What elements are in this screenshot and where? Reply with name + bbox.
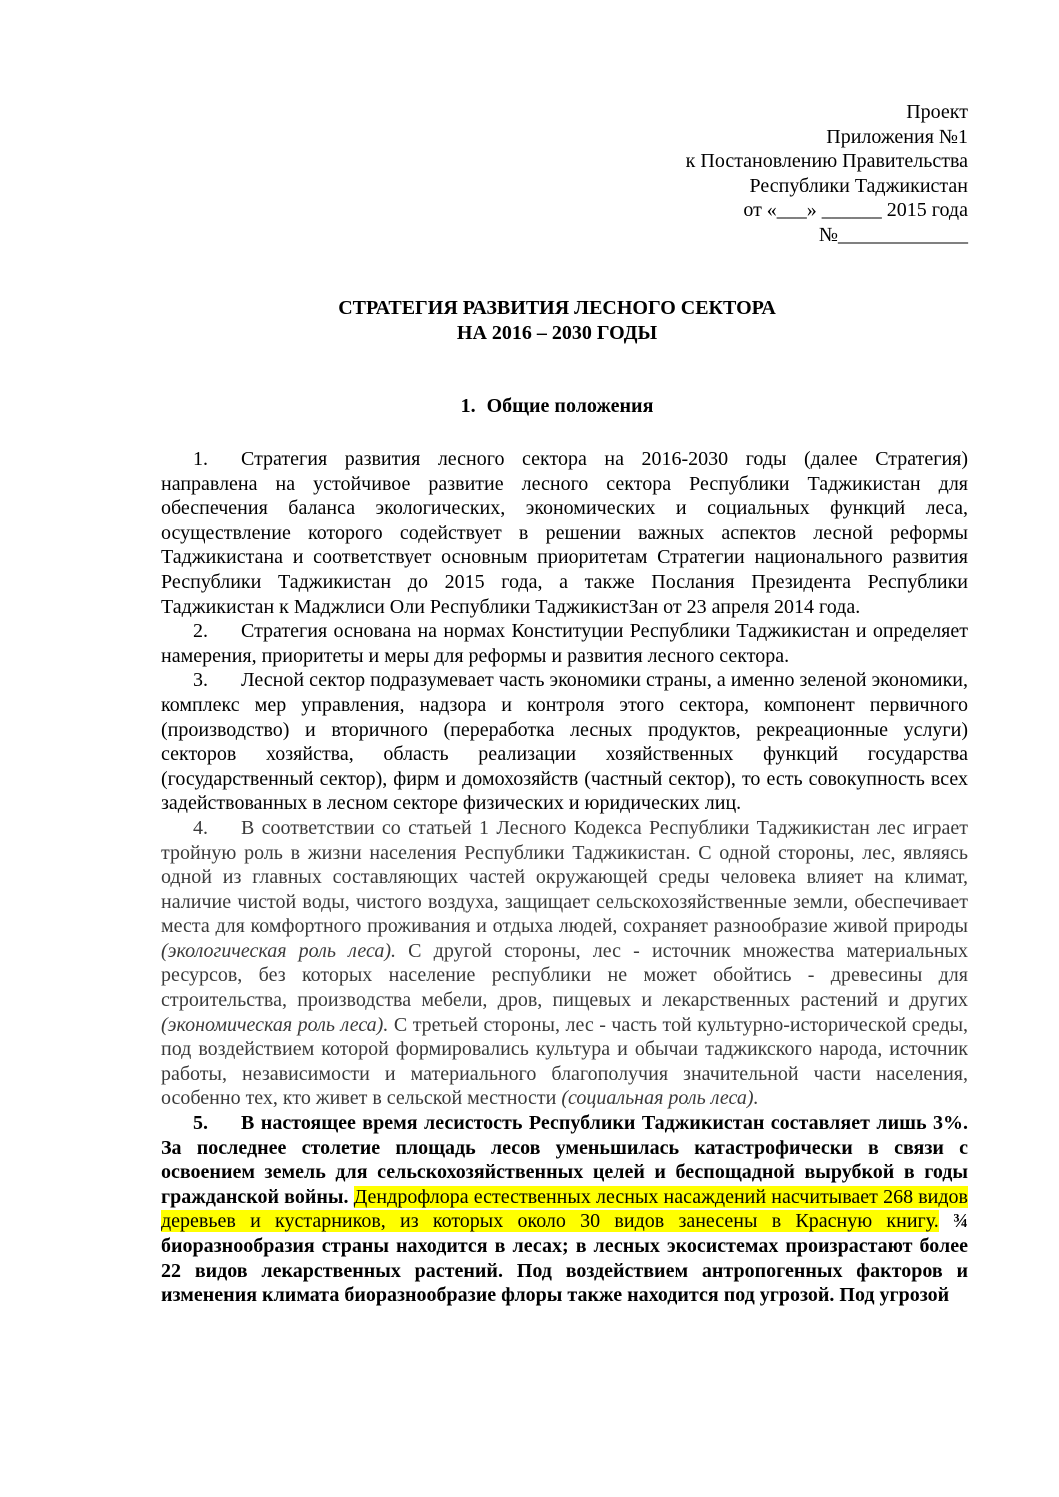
paragraph-text: ¾ биоразнообразия страны находится в лесах; в лесных экосистемах произрастают более 22 видов лекарственных растений. Под воздействием антропогенных факторов и изменения климата биоразнообразие флоры также находится под угрозой. Под угрозой [161,1210,968,1307]
section-heading [0,394,1059,419]
paragraph-5 [161,1111,968,1308]
header-resolution: к Постановлению Правительства [685,150,968,172]
paragraph-4 [161,816,968,1111]
header-republic: Республики Таджикистан [749,174,968,197]
approval-header [686,100,968,247]
paragraph-3 [161,668,968,816]
title-line-1: СТРАТЕГИЯ РАЗВИТИЯ ЛЕСНОГО СЕКТОРА [338,297,776,319]
header-appendix: Приложения №1 [826,125,968,148]
paragraph-number: 1. [193,448,208,470]
highlighted-text: Дендрофлора естественных лесных насаждений насчитывает 268 видов деревьев и кустарников, из которых около 30 видов занесены в Красную книгу. [161,1185,969,1233]
paragraph-2 [161,619,968,668]
paragraph-text: В настоящее время лесистость Республики Таджикистан составляет лишь 3%. За последнее столетие площадь лесов уменьшилась катастрофически в связи с освоением земель для сельскохозяйственных целей и беспощадной вырубкой в годы гражданской войны. [161,1112,968,1208]
paragraph-1 [161,447,968,619]
paragraph-text: С другой стороны, лес - источник множества материальных ресурсов, без которых население республики не может обойтись - древесины для строительства, производства мебели, дров, пищевых и лекарственных растений и других [161,939,968,1012]
ecological-role-note: (экологическая роль леса). [161,939,397,962]
paragraph-number: 5. [193,1112,208,1135]
paragraph-text: Лесной сектор подразумевает часть экономики страны, а именно зеленой экономики, комплекс мер управления, надзора и контроля этого сектора, компонент первичного (производство) и вторичного (переработка лесных продуктов, рекреационные услуги) секторов хозяйства, область реализации хозяйственных функций государства (государственный сектор), фирм и домохозяйств (частный сектор), то есть совокупность всех задействованных в лесном секторе физических и юридических лиц. [161,669,968,815]
paragraph-text: С третьей стороны, лес - часть той культурно-исторической среды, под воздействием которой формировались культура и обычаи таджикского народа, источник работы, независимости и материального благополучия значительной части населения, особенно тех, кто живет в сельской местности [161,1013,969,1110]
economic-role-note: (экономическая роль леса). [161,1013,389,1036]
document-title [0,296,1059,345]
section-title: Общие положения [486,395,654,417]
section-number: 1. [460,395,476,417]
paragraph-text: В соответствии со статьей 1 Лесного Кодекса Республики Таджикистан лес играет тройную роль в жизни населения Республики Таджикистан. С одной стороны, лес, являясь одной из главных составляющих частей окружающей среды человека влияет на климат, наличие чистой воды, чистого воздуха, защищает сельскохозяйственные земли, обеспечивает места для комфортного проживания и отдыха людей, сохраняет разнообразие живой природы [161,816,968,938]
paragraph-number: 3. [193,669,208,692]
header-number: №_____________ [818,223,968,246]
paragraph-number: 2. [193,620,208,643]
title-line-2: НА 2016 – 2030 ГОДЫ [456,321,658,344]
paragraph-text: Стратегия развития лесного сектора на 2016-2030 годы (далее Стратегия) направлена на устойчивое развитие лесного сектора Республики Таджикистан для обеспечения баланса экологических, экономических и социальных функций леса, осуществление которого содействует в решении важных аспектов лесной реформы Таджикистана и соответствует основным приоритетам Стратегии национального развития Республики Таджикистан до 2015 года, а также Послания Президента Республики Таджикистан к Маджлиси Оли Республики ТаджикистЗан от 23 апреля 2014 года. [161,448,968,618]
header-draft: Проект [906,101,968,123]
paragraph-number: 4. [193,816,208,839]
document-body [161,447,968,1308]
social-role-note: (социальная роль леса). [561,1087,759,1110]
header-date: от «___» ______ 2015 года [743,199,968,221]
paragraph-text: Стратегия основана на нормах Конституции Республики Таджикистан и определяет намерения, приоритеты и меры для реформы и развития лесного сектора. [161,620,968,667]
